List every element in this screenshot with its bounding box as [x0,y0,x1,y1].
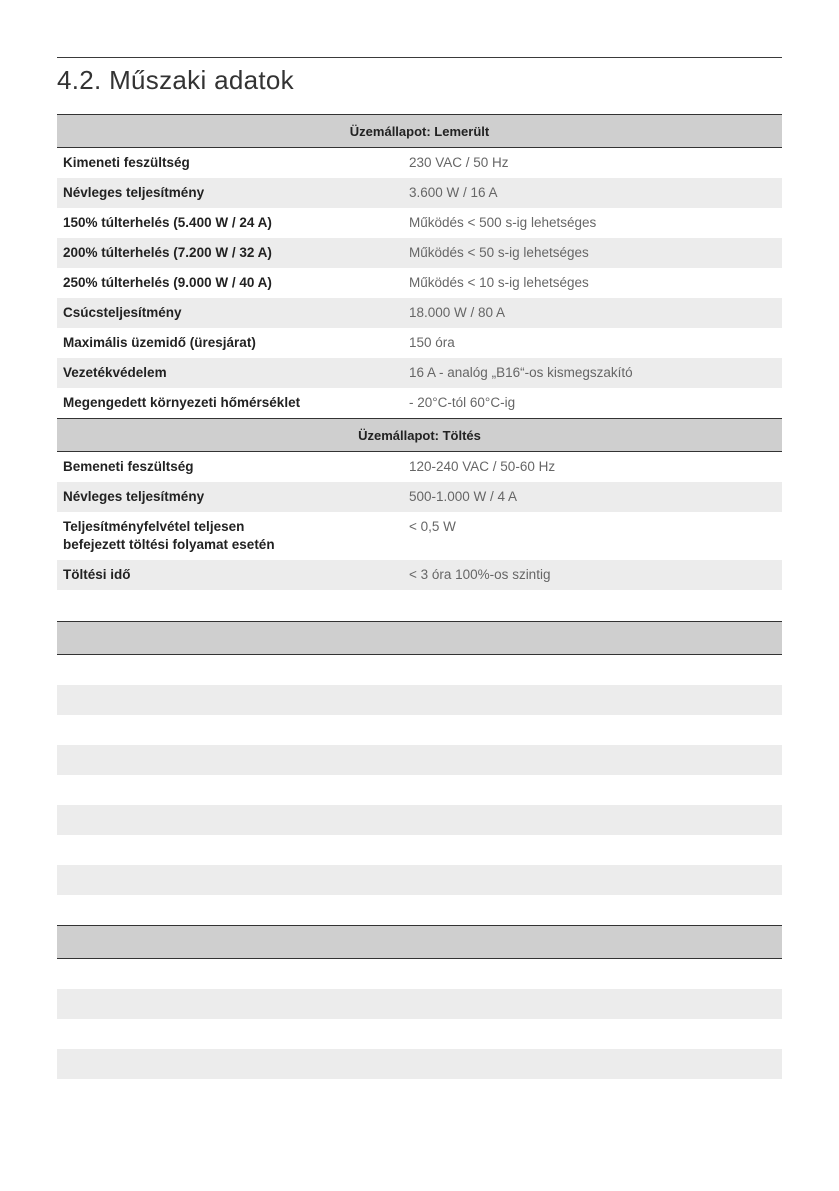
spec-table-discharge [57,114,782,418]
table-row [57,148,782,178]
row-value: 16 A - analóg „B16“-os kismegszakító [409,365,633,380]
row-label: Töltési idő [63,567,131,582]
table-row [57,328,782,358]
empty-row [57,745,782,775]
row-label: Vezetékvédelem [63,365,167,380]
empty-row [57,865,782,895]
empty-row [57,655,782,685]
table-row [57,268,782,298]
table-row [57,482,782,512]
row-label: Névleges teljesítmény [63,489,205,504]
empty-row [57,775,782,805]
row-label: 250% túlterhelés (9.000 W / 40 A) [63,275,272,290]
empty-row [57,715,782,745]
row-label: Névleges teljesítmény [63,185,205,200]
row-value: Működés < 10 s-ig lehetséges [409,275,589,290]
row-value: 500-1.000 W / 4 A [409,489,518,504]
row-label: 150% túlterhelés (5.400 W / 24 A) [63,215,272,230]
empty-row [57,1019,782,1049]
empty-row [57,805,782,835]
empty-row [57,1049,782,1079]
empty-row [57,989,782,1019]
table-row [57,560,782,590]
top-rule [57,57,782,58]
row-label-line: befejezett töltési folyamat esetén [63,537,275,552]
empty-row [57,959,782,989]
row-label: 200% túlterhelés (7.200 W / 32 A) [63,245,272,260]
empty-row [57,685,782,715]
page-title: 4.2. Műszaki adatok [57,65,294,95]
empty-table [57,925,782,1079]
table-header: Üzemállapot: Töltés [57,418,782,452]
row-label: Bemeneti feszültség [63,459,194,474]
row-label: Megengedett környezeti hőmérséklet [63,395,301,410]
row-value: Működés < 500 s-ig lehetséges [409,215,597,230]
row-value: < 0,5 W [409,519,456,534]
row-value: - 20°C-tól 60°C-ig [409,395,516,410]
table-header [57,621,782,655]
row-label [57,512,409,560]
row-label: Csúcsteljesítmény [63,305,182,320]
row-label: Kimeneti feszültség [63,155,190,170]
table-row [57,178,782,208]
table-header [57,925,782,959]
table-row [57,238,782,268]
table-row [57,298,782,328]
row-value: Működés < 50 s-ig lehetséges [409,245,589,260]
row-value: 18.000 W / 80 A [409,305,506,320]
empty-row [57,895,782,925]
row-value: < 3 óra 100%-os szintig [409,567,551,582]
table-row [57,388,782,418]
table-row [57,512,782,560]
table-row [57,452,782,482]
row-value: 120-240 VAC / 50-60 Hz [409,459,556,474]
row-value: 150 óra [409,335,455,350]
table-header: Üzemállapot: Lemerült [57,114,782,148]
row-value: 230 VAC / 50 Hz [409,155,509,170]
spec-table-charging [57,418,782,590]
row-label: Maximális üzemidő (üresjárat) [63,335,256,350]
row-value: 3.600 W / 16 A [409,185,498,200]
table-row [57,208,782,238]
empty-table [57,621,782,925]
empty-row [57,835,782,865]
table-row [57,358,782,388]
row-label-line: Teljesítményfelvétel teljesen [63,519,245,534]
